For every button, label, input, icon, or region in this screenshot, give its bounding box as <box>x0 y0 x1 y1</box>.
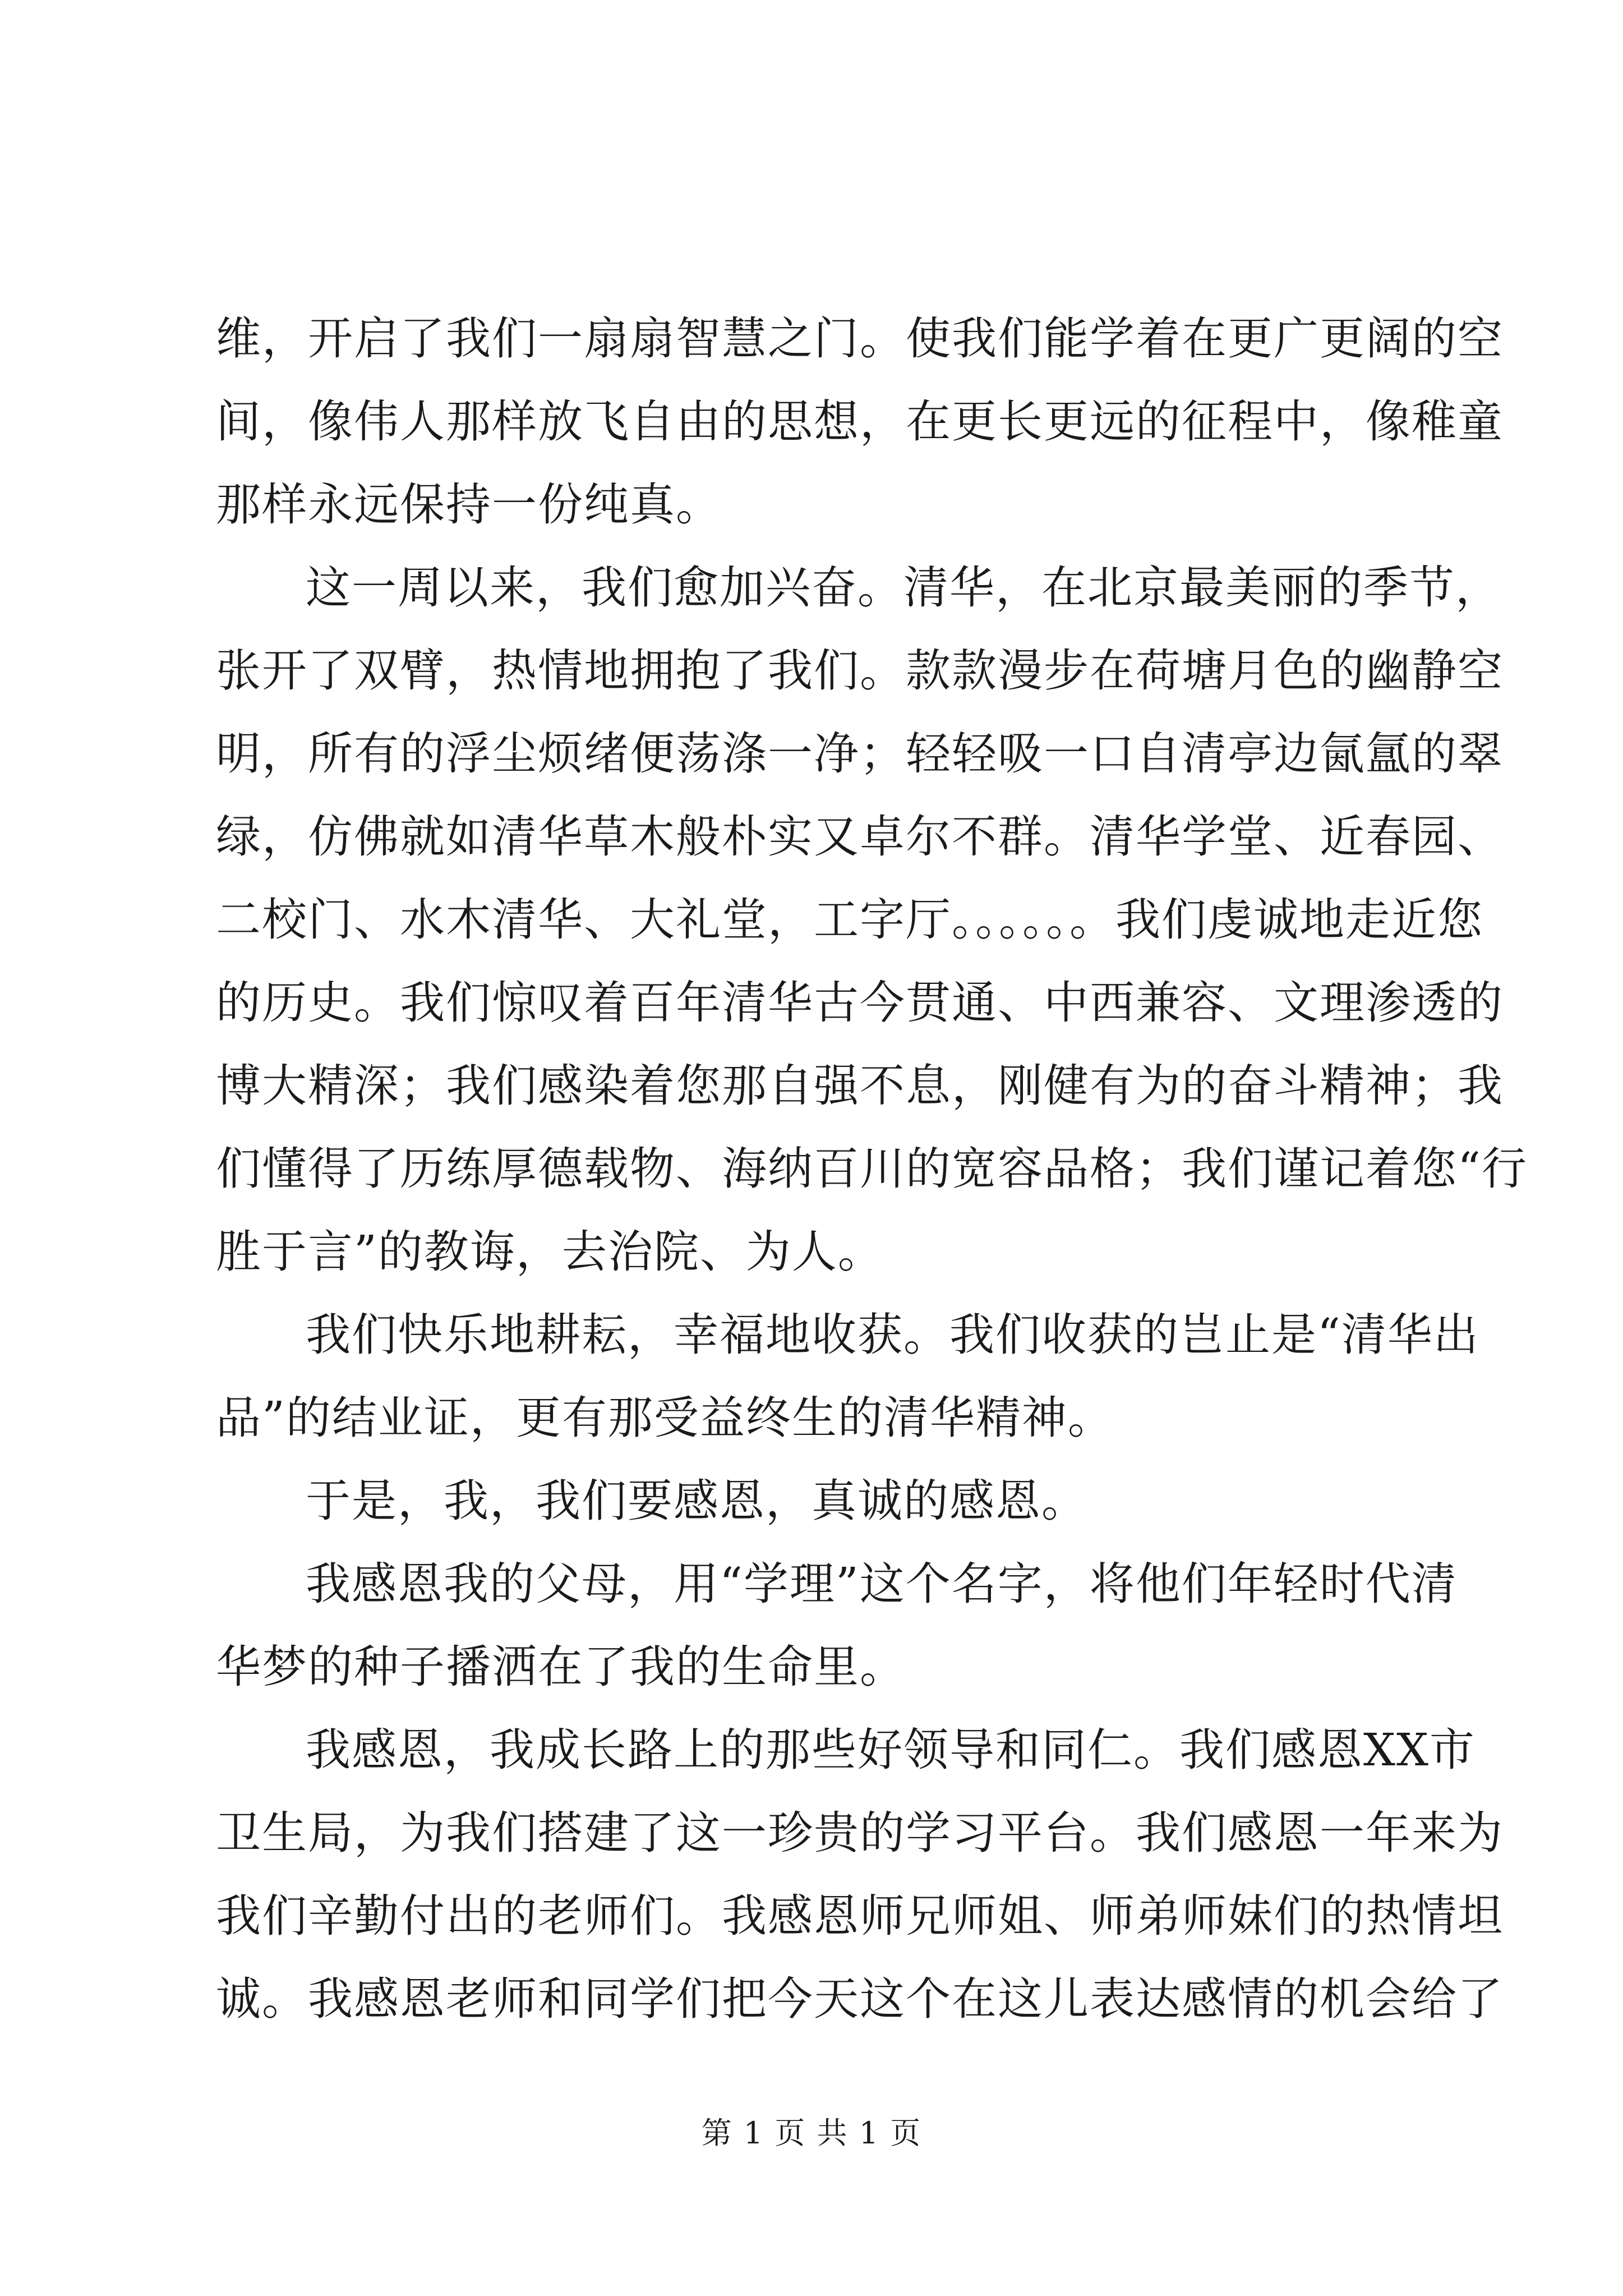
paragraph-first-line: 这一周以来，我们愈加兴奋。清华，在北京最美丽的季节， <box>306 562 1501 614</box>
document-body <box>216 297 1528 2041</box>
text-line: 诚。我感恩老师和同学们把今天这个在这儿表达感情的机会给了 <box>216 1973 1504 2025</box>
text-line: 明，所有的浮尘烦绪便荡涤一净；轻轻吸一口自清亭边氤氲的翠 <box>216 728 1504 780</box>
text-line: 维，开启了我们一扇扇智慧之门。使我们能学着在更广更阔的空 <box>216 312 1504 365</box>
text-line: 品”的结业证，更有那受益终生的清华精神。 <box>216 1392 1114 1444</box>
text-line: 博大精深；我们感染着您那自强不息，刚健有为的奋斗精神；我 <box>216 1060 1504 1112</box>
text-line: 卫生局，为我们搭建了这一珍贵的学习平台。我们感恩一年来为 <box>216 1807 1504 1859</box>
paragraph-first-line: 我感恩，我成长路上的那些好领导和同仁。我们感恩XX市 <box>306 1724 1476 1776</box>
paragraph-first-line: 于是，我，我们要感恩，真诚的感恩。 <box>306 1475 1087 1527</box>
text-line: 们懂得了历练厚德载物、海纳百川的宽容品格；我们谨记着您“行 <box>216 1143 1528 1195</box>
text-line: 那样永远保持一份纯真。 <box>216 478 722 531</box>
text-line: 我们辛勤付出的老师们。我感恩师兄师姐、师弟师妹们的热情坦 <box>216 1890 1504 1942</box>
page-footer: 第 1 页 共 1 页 <box>701 2115 922 2151</box>
text-line: 间，像伟人那样放飞自由的思想，在更长更远的征程中，像稚童 <box>216 395 1504 448</box>
text-line: 绿，仿佛就如清华草木般朴实又卓尔不群。清华学堂、近春园、 <box>216 811 1504 863</box>
text-line: 华梦的种子播洒在了我的生命里。 <box>216 1641 906 1693</box>
paragraph-first-line: 我感恩我的父母，用“学理”这个名字，将他们年轻时代清 <box>306 1558 1458 1610</box>
text-line: 二校门、水木清华、大礼堂，工字厅。。。。。。我们虔诚地走近您 <box>216 894 1483 946</box>
text-line: 张开了双臂，热情地拥抱了我们。款款漫步在荷塘月色的幽静空 <box>216 645 1504 697</box>
text-line: 的历史。我们惊叹着百年清华古今贯通、中西兼容、文理渗透的 <box>216 977 1504 1029</box>
text-line: 胜于言”的教诲，去治院、为人。 <box>216 1226 884 1278</box>
paragraph-first-line: 我们快乐地耕耘，幸福地收获。我们收获的岂止是“清华出 <box>306 1309 1479 1361</box>
